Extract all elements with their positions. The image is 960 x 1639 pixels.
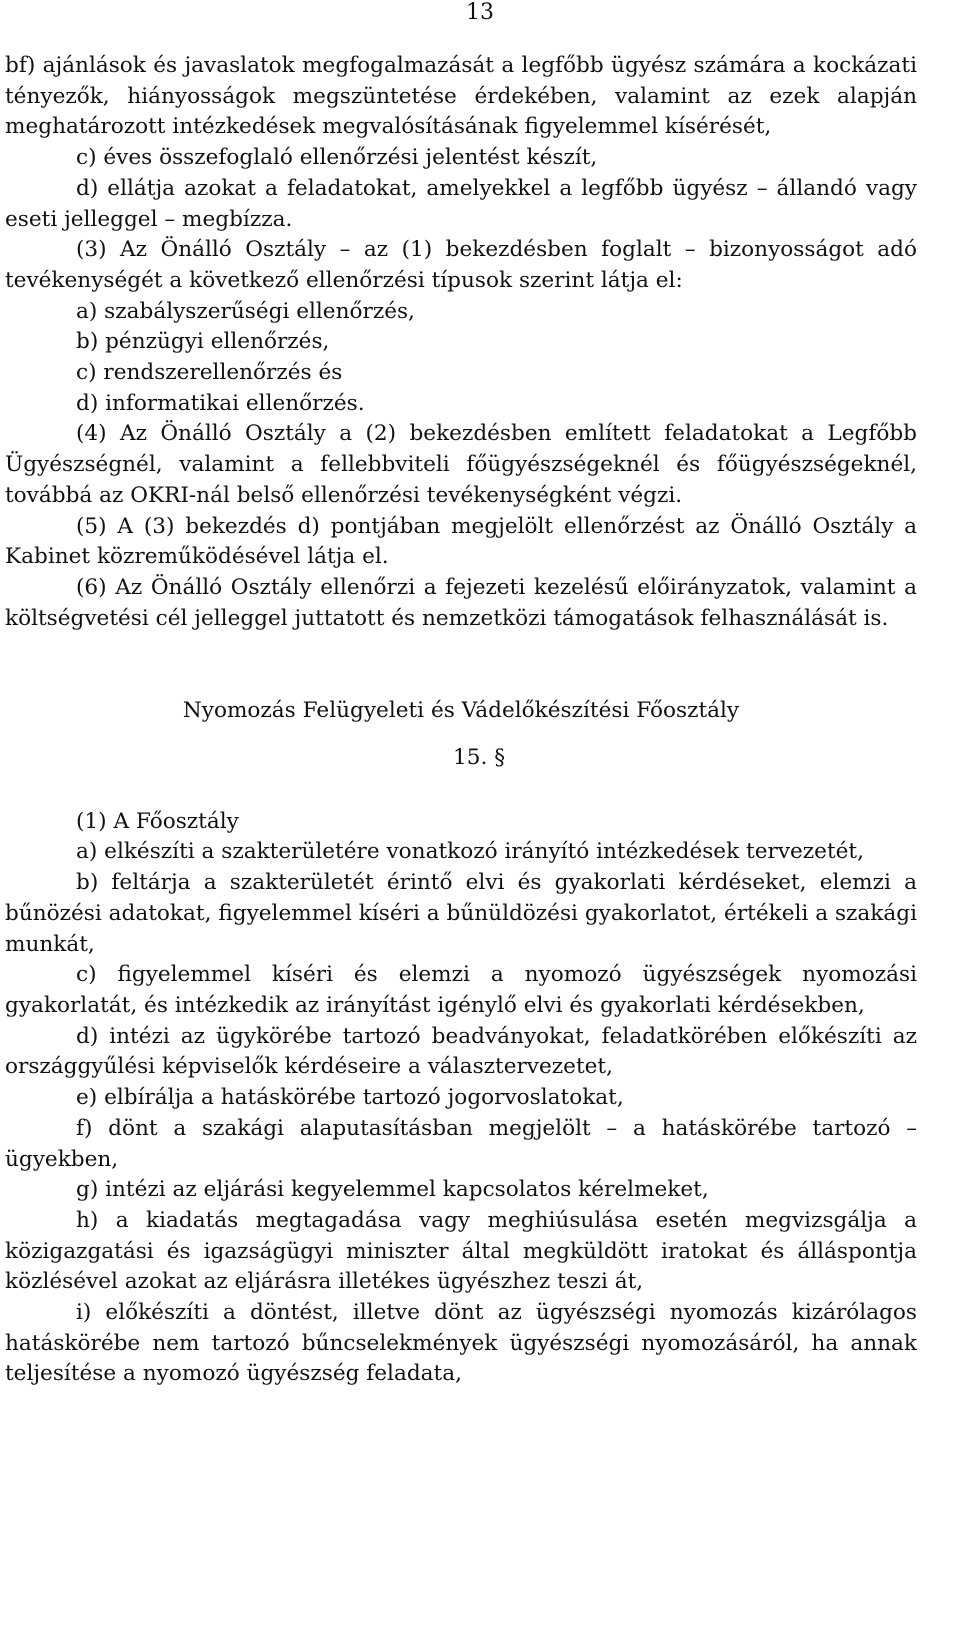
section-heading: Nyomozás Felügyeleti és Vádelőkészítési Főosztály (182, 698, 740, 724)
item-f: f) dönt a szakági alaputasításban megjelölt – a hatáskörébe tartozó – ügyekben, (5, 1115, 917, 1172)
item-i: i) előkészíti a döntést, illetve dönt az ügyészségi nyomozás kizárólagos hatáskörébe nem tartozó bűncselekmények ügyészségi nyomozásáról, ha annak teljesítése a nyomozó ügyészség feladata, (5, 1300, 917, 1387)
document-body (5, 51, 917, 1390)
paragraph-4: (4) Az Önálló Osztály a (2) bekezdésben említett feladatokat a Legfőbb Ügyészségnél, valamint a fellebbviteli főügyészségeknél és főügyészségeknél, továbbá az OKRI-nál belső ellenőrzési tevékenységként végzi. (5, 421, 917, 508)
list-item-a: a) szabályszerűségi ellenőrzés, (76, 298, 415, 324)
item-h: h) a kiadatás megtagadása vagy meghiúsulása esetén megvizsgálja a közigazgatási és igazságügyi miniszter által megküldött iratokat és álláspontja közlésével azokat az eljárásra illetékes ügyészhez teszi át, (5, 1207, 917, 1295)
item-b: b) feltárja a szakterületét érintő elvi és gyakorlati kérdéseket, elemzi a bűnözési adatokat, figyelemmel kíséri a bűnüldözési gyakorlatot, értékeli a szakági munkát, (5, 870, 917, 957)
item-a: a) elkészíti a szakterületére vonatkozó irányító intézkedések tervezetét, (76, 839, 864, 865)
list-item-b: b) pénzügyi ellenőrzés, (76, 329, 330, 355)
paragraph-bf: bf) ajánlások és javaslatok megfogalmazását a legfőbb ügyész számára a kockázati tényezők, hiányosságok megszüntetése érdekében, valamint az ezek alapján meghatározott intézkedések megvalósításának figyelemmel kísérését, (5, 53, 917, 140)
paragraph-6: (6) Az Önálló Osztály ellenőrzi a fejezeti kezelésű előirányzatok, valamint a költségvetési cél jelleggel juttatott és nemzetközi támogatások felhasználását is. (5, 574, 917, 631)
list-item-c: c) rendszerellenőrzés és (76, 360, 343, 386)
item-e: e) elbírálja a hatáskörébe tartozó jogorvoslatokat, (76, 1085, 624, 1111)
page-number: 13 (466, 0, 494, 25)
list-item-d: d) informatikai ellenőrzés. (76, 390, 365, 416)
paragraph-3: (3) Az Önálló Osztály – az (1) bekezdésben foglalt – bizonyosságot adó tevékenységét a következő ellenőrzési típusok szerint látja el: (5, 237, 917, 293)
paragraph-1: (1) A Főosztály (76, 808, 239, 834)
item-d: d) intézi az ügykörébe tartozó beadványokat, feladatkörében előkészíti az országgyűlési képviselők kérdéseire a választervezetet, (5, 1023, 917, 1080)
paragraph-5: (5) A (3) bekezdés d) pontjában megjelölt ellenőrzést az Önálló Osztály a Kabinet közreműködésével látja el. (5, 513, 917, 570)
paragraph-c: c) éves összefoglaló ellenőrzési jelentést készít, (76, 145, 598, 171)
section-number: 15. § (453, 745, 506, 771)
item-g: g) intézi az eljárási kegyelemmel kapcsolatos kérelmeket, (76, 1177, 709, 1203)
paragraph-d: d) ellátja azokat a feladatokat, amelyekkel a legfőbb ügyész – állandó vagy eseti jelleggel – megbízza. (5, 175, 917, 232)
item-c: c) figyelemmel kíséri és elemzi a nyomozó ügyészségek nyomozási gyakorlatát, és intézkedik az irányítást igénylő elvi és gyakorlati kérdésekben, (5, 962, 917, 1018)
